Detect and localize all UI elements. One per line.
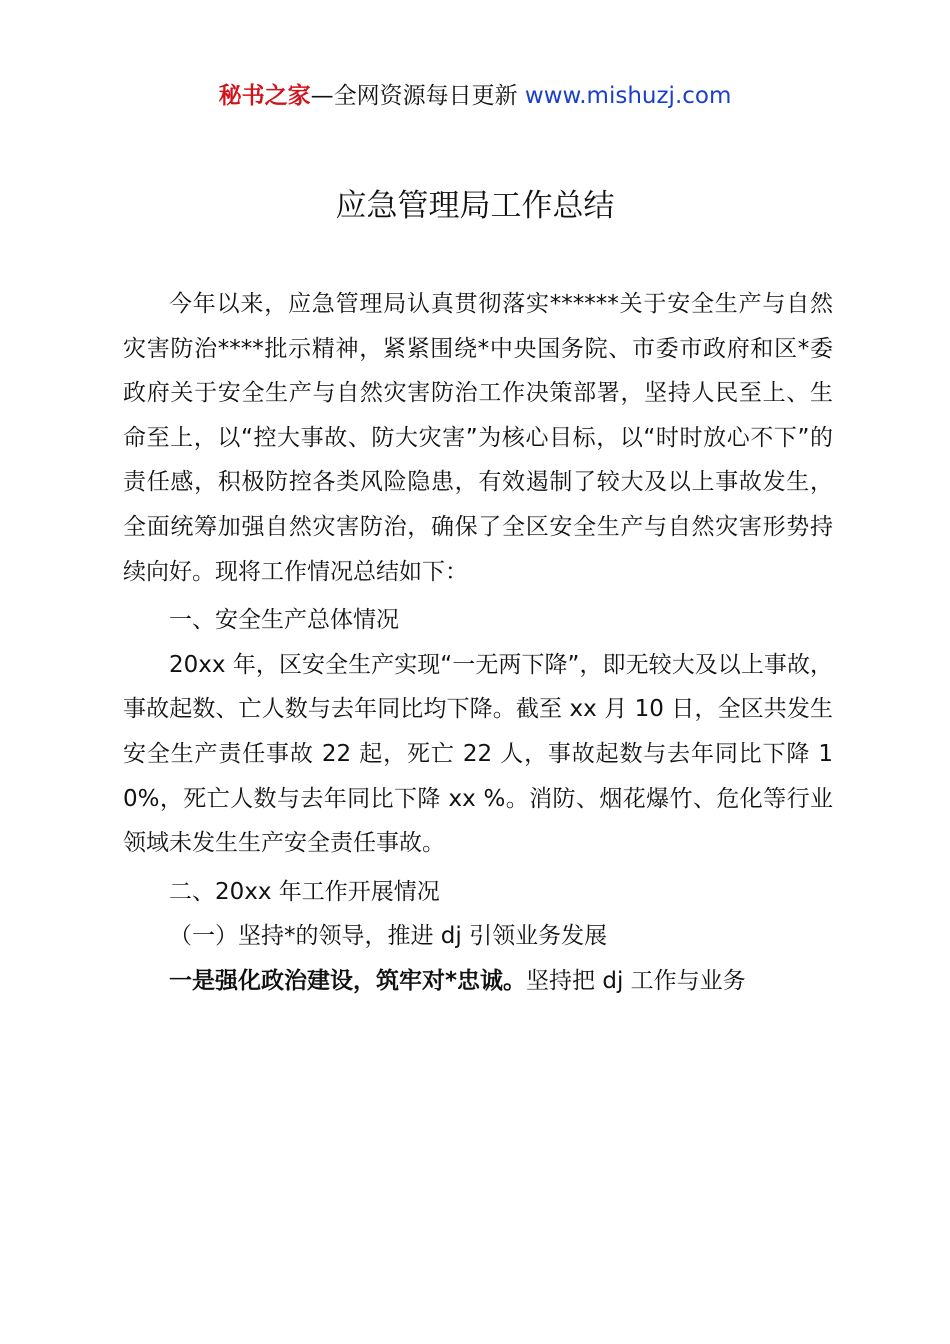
intro-paragraph: 今年以来，应急管理局认真贯彻落实******关于安全生产与自然灾害防治****批示精神，紧紧围绕*中央国务院、市委市政府和区*委政府关于安全生产与自然灾害防治工作决策部署，坚持人民至上、生命至上，以“控大事故、防大灾害”为核心目标，以“时时放心不下”的责任感，积极防控各类风险隐患，有效遏制了较大及以上事故发生，全面统筹加强自然灾害防治，确保了全区安全生产与自然灾害形势持续向好。现将工作情况总结如下： — [123, 291, 833, 585]
site-header — [0, 80, 950, 112]
document-title: 应急管理局工作总结 — [335, 188, 615, 224]
point-1-lead: 一是强化政治建设，筑牢对*忠诚。 — [169, 967, 527, 994]
section-1-heading: 一、安全生产总体情况 — [169, 607, 399, 634]
document-body — [123, 282, 833, 1004]
site-brand: 秘书之家 — [218, 83, 311, 109]
point-1-text: 坚持把 dj 工作与业务 — [526, 967, 746, 994]
point-1-paragraph — [123, 959, 833, 1004]
section-1-paragraph: 20xx 年，区安全生产实现“一无两下降”，即无较大及以上事故，事故起数、亡人数与去年同比均下降。截至 xx 月 10 日，全区共发生安全生产责任事故 22 起，死亡 22 人，事故起数与去年同比下降 10%，死亡人数与去年同比下降 xx %。消防、烟花爆竹、危化等行业领域未发生生产安全责任事故。 — [123, 651, 833, 857]
section-2-heading: 二、20xx 年工作开展情况 — [169, 878, 440, 905]
subsection-1-heading: （一）坚持*的领导，推进 dj 引领业务发展 — [169, 923, 608, 950]
site-url-link[interactable]: www.mishuzj.com — [524, 83, 732, 109]
site-tagline: —全网资源每日更新 — [310, 83, 525, 109]
